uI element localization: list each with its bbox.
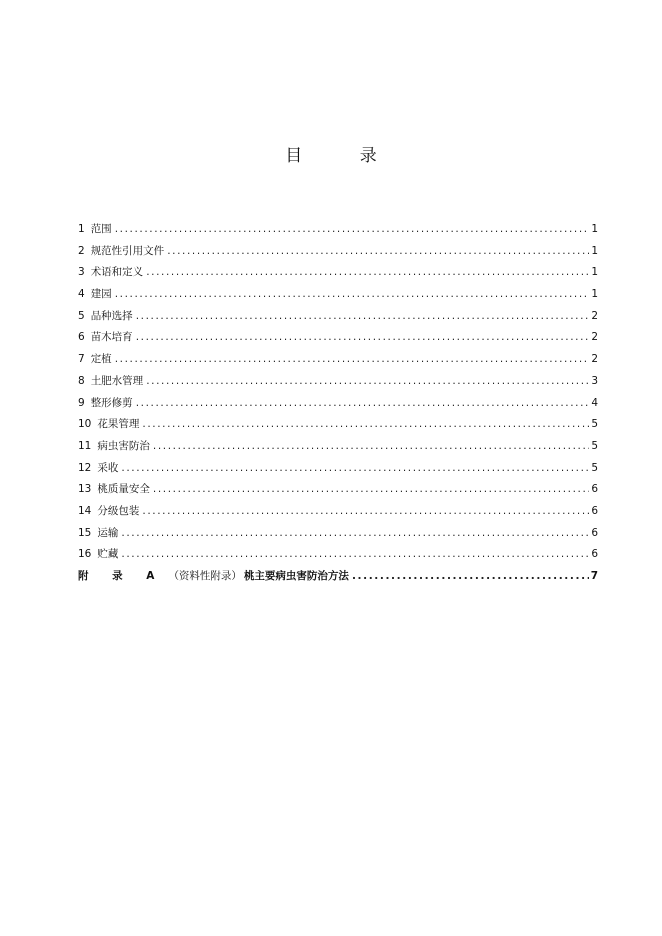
toc-entry-number: 7 <box>78 353 85 366</box>
toc-entry-title: 土肥水管理 <box>90 374 144 387</box>
toc-entry-page: 5 <box>591 418 598 431</box>
toc-dot-leader <box>115 219 590 241</box>
toc-entry-storage[interactable] <box>78 544 598 566</box>
toc-entry-number: 10 <box>78 418 92 431</box>
toc-dot-leader <box>121 523 589 545</box>
toc-entry-page: 1 <box>591 266 598 279</box>
toc-entry-title: 术语和定义 <box>90 266 144 279</box>
toc-entry-title: 范围 <box>90 223 112 235</box>
toc-dot-leader <box>146 262 589 284</box>
toc-entry-seedling-cultivation[interactable] <box>78 327 598 349</box>
toc-dot-leader <box>115 284 590 306</box>
toc-entry-grading-packaging[interactable] <box>78 501 598 523</box>
toc-entry-title: 建园 <box>90 288 112 301</box>
toc-entry-soil-fertilizer-water[interactable] <box>78 371 598 393</box>
toc-dot-leader <box>136 393 590 415</box>
toc-entry-page: 2 <box>591 353 598 366</box>
toc-entry-page: 2 <box>591 331 598 344</box>
toc-entry-pruning[interactable] <box>78 393 598 415</box>
toc-entry-title: 规范性引用文件 <box>90 244 165 257</box>
toc-entry-title: 花果管理 <box>97 418 140 431</box>
toc-entry-scope[interactable] <box>78 219 598 241</box>
toc-entry-page: 1 <box>591 223 598 235</box>
toc-entry-transport[interactable] <box>78 523 598 545</box>
toc-entry-number: 15 <box>78 526 92 539</box>
toc-entry-number: 1 <box>78 223 85 235</box>
toc-entry-terms-definitions[interactable] <box>78 262 598 284</box>
toc-entry-title: 定植 <box>90 353 112 366</box>
toc-entry-page: 5 <box>591 461 598 474</box>
toc-dot-leader <box>115 349 590 371</box>
toc-dot-leader <box>153 436 589 458</box>
toc-entry-number: 11 <box>78 439 92 452</box>
toc-entry-title: 采收 <box>97 461 119 474</box>
toc-entry-title: 苗木培育 <box>90 331 133 344</box>
toc-dot-leader <box>167 241 589 263</box>
toc-entry-number: 13 <box>78 483 92 496</box>
toc-entry-title: 整形修剪 <box>90 396 133 409</box>
toc-entry-page: 1 <box>591 288 598 301</box>
toc-entry-page: 4 <box>591 396 598 409</box>
toc-entry-title: 桃质量安全 <box>97 483 150 496</box>
toc-entry-harvest[interactable] <box>78 458 598 480</box>
toc-entry-flower-fruit-management[interactable] <box>78 414 598 436</box>
toc-entry-number: 2 <box>78 244 85 257</box>
toc-entry-page: 6 <box>591 504 598 517</box>
toc-entry-page: 6 <box>591 526 598 539</box>
toc-appendix-title: 桃主要病虫害防治方法 <box>243 570 349 582</box>
toc-entry-page: 5 <box>591 439 598 452</box>
toc-dot-leader <box>121 458 589 480</box>
toc-dot-leader <box>121 544 589 566</box>
toc-entry-number: 4 <box>78 288 85 301</box>
toc-dot-leader <box>142 414 589 436</box>
toc-entry-number: 16 <box>78 548 92 561</box>
toc-entry-number: 9 <box>78 396 85 409</box>
toc-entry-planting[interactable] <box>78 349 598 371</box>
toc-appendix-note: （资料性附录） <box>168 570 242 582</box>
toc-entry-number: 14 <box>78 504 92 517</box>
toc-dot-leader <box>352 566 589 588</box>
toc-entry-appendix-a[interactable] <box>78 566 598 588</box>
toc-entry-title: 分级包装 <box>97 504 140 517</box>
toc-entry-variety-selection[interactable] <box>78 306 598 328</box>
toc-dot-leader <box>136 327 590 349</box>
toc-entry-number: 6 <box>78 331 85 344</box>
toc-entry-title: 运输 <box>97 526 119 539</box>
toc-appendix-label: 附 录 A <box>78 570 165 582</box>
toc-entry-title: 品种选择 <box>90 309 133 322</box>
toc-dot-leader <box>142 501 589 523</box>
toc-entry-page: 7 <box>590 570 598 582</box>
toc-entry-title: 贮藏 <box>97 548 119 561</box>
toc-entry-page: 2 <box>591 309 598 322</box>
toc-entry-number: 12 <box>78 461 92 474</box>
toc-entry-page: 3 <box>591 374 598 387</box>
page-title: 目 录 <box>285 146 403 166</box>
toc-dot-leader <box>146 371 589 393</box>
toc-entry-pest-control[interactable] <box>78 436 598 458</box>
toc-dot-leader <box>136 306 590 328</box>
toc-entry-title: 病虫害防治 <box>97 439 150 452</box>
toc-entry-number: 3 <box>78 266 85 279</box>
toc-entry-number: 5 <box>78 309 85 322</box>
toc-dot-leader <box>153 479 589 501</box>
table-of-contents <box>78 219 598 588</box>
toc-entry-orchard-establishment[interactable] <box>78 284 598 306</box>
toc-entry-page: 6 <box>591 548 598 561</box>
toc-entry-page: 1 <box>591 244 598 257</box>
toc-entry-peach-quality-safety[interactable] <box>78 479 598 501</box>
toc-entry-number: 8 <box>78 374 85 387</box>
toc-entry-page: 6 <box>591 483 598 496</box>
toc-entry-normative-references[interactable] <box>78 241 598 263</box>
